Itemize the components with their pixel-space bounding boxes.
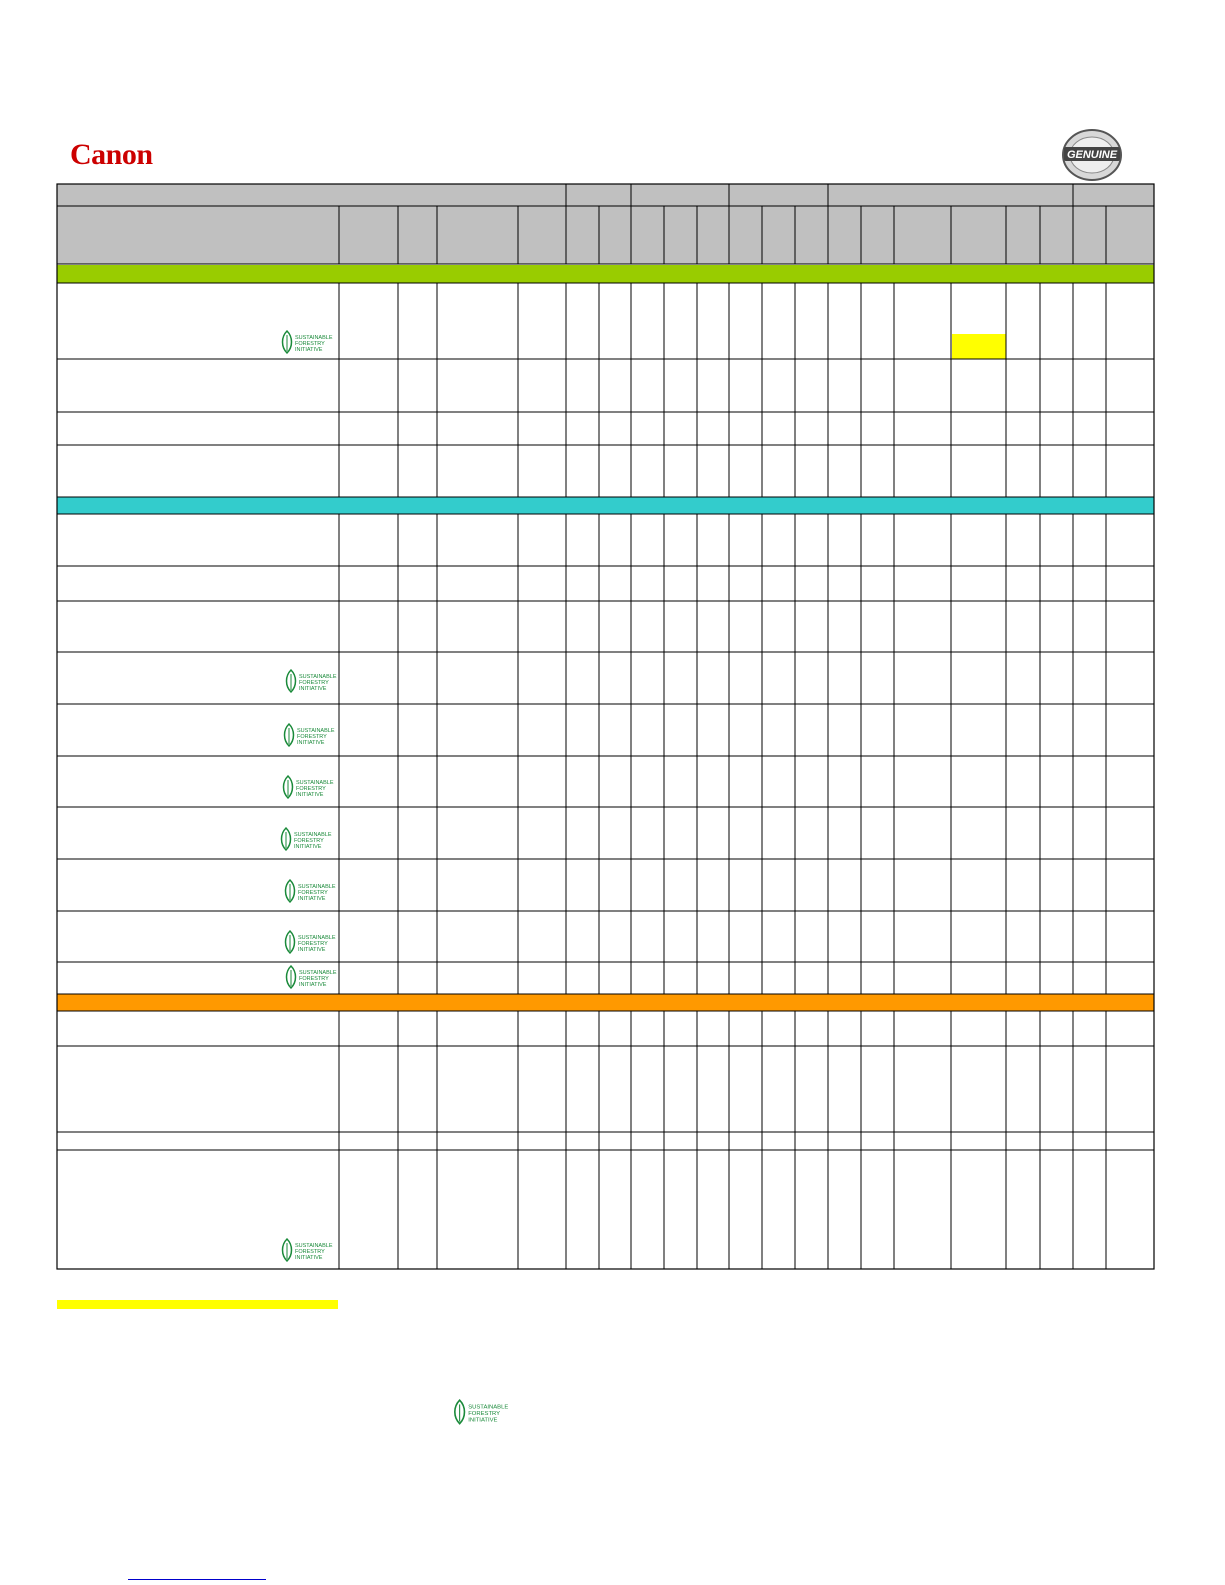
svg-text:SUSTAINABLE: SUSTAINABLE [294,832,332,838]
svg-text:FORESTRY: FORESTRY [295,341,325,347]
svg-text:SUSTAINABLE: SUSTAINABLE [296,780,334,786]
sfi-logo-icon [283,964,337,992]
footer-highlight [57,1300,338,1309]
svg-text:SUSTAINABLE: SUSTAINABLE [299,674,337,680]
category-bar-3 [57,994,1154,1011]
svg-text:FORESTRY: FORESTRY [299,680,329,686]
svg-text:INITIATIVE: INITIATIVE [299,686,327,692]
sfi-logo-icon [281,722,335,750]
svg-text:FORESTRY: FORESTRY [468,1411,501,1418]
svg-text:INITIATIVE: INITIATIVE [298,896,326,902]
table-header [57,184,1154,264]
sfi-logo-icon [279,1237,333,1265]
svg-text:SUSTAINABLE: SUSTAINABLE [295,335,333,341]
svg-text:SUSTAINABLE: SUSTAINABLE [468,1404,509,1411]
svg-text:FORESTRY: FORESTRY [297,734,327,740]
svg-text:SUSTAINABLE: SUSTAINABLE [299,970,337,976]
svg-text:FORESTRY: FORESTRY [298,941,328,947]
svg-text:INITIATIVE: INITIATIVE [468,1417,498,1424]
canon-logo: Canon [70,138,153,171]
badge-text: GENUINE [1066,149,1118,161]
svg-text:SUSTAINABLE: SUSTAINABLE [295,1243,333,1249]
highlighted-cell [952,334,1006,359]
sfi-logo-icon [280,774,334,802]
svg-text:INITIATIVE: INITIATIVE [294,844,322,850]
svg-text:SUSTAINABLE: SUSTAINABLE [298,935,336,941]
svg-text:FORESTRY: FORESTRY [299,976,329,982]
sfi-logo-icon [451,1398,509,1428]
svg-text:INITIATIVE: INITIATIVE [297,740,325,746]
sfi-logo-icon [282,929,336,957]
svg-text:FORESTRY: FORESTRY [295,1249,325,1255]
category-bar-1 [57,265,1154,283]
svg-text:SUSTAINABLE: SUSTAINABLE [298,884,336,890]
svg-text:FORESTRY: FORESTRY [294,838,324,844]
footer-link[interactable] [128,1579,266,1580]
svg-text:INITIATIVE: INITIATIVE [298,947,326,953]
svg-text:SUSTAINABLE: SUSTAINABLE [297,728,335,734]
svg-text:FORESTRY: FORESTRY [298,890,328,896]
svg-text:INITIATIVE: INITIATIVE [295,347,323,353]
sfi-logo-icon [279,329,333,357]
svg-text:FORESTRY: FORESTRY [296,786,326,792]
svg-text:INITIATIVE: INITIATIVE [295,1255,323,1261]
svg-text:INITIATIVE: INITIATIVE [299,982,327,988]
sfi-logo-icon [278,826,332,854]
category-bar-2 [57,497,1154,514]
svg-text:INITIATIVE: INITIATIVE [296,792,324,798]
sfi-logo-icon [283,668,337,696]
sfi-logo-icon [282,878,336,906]
